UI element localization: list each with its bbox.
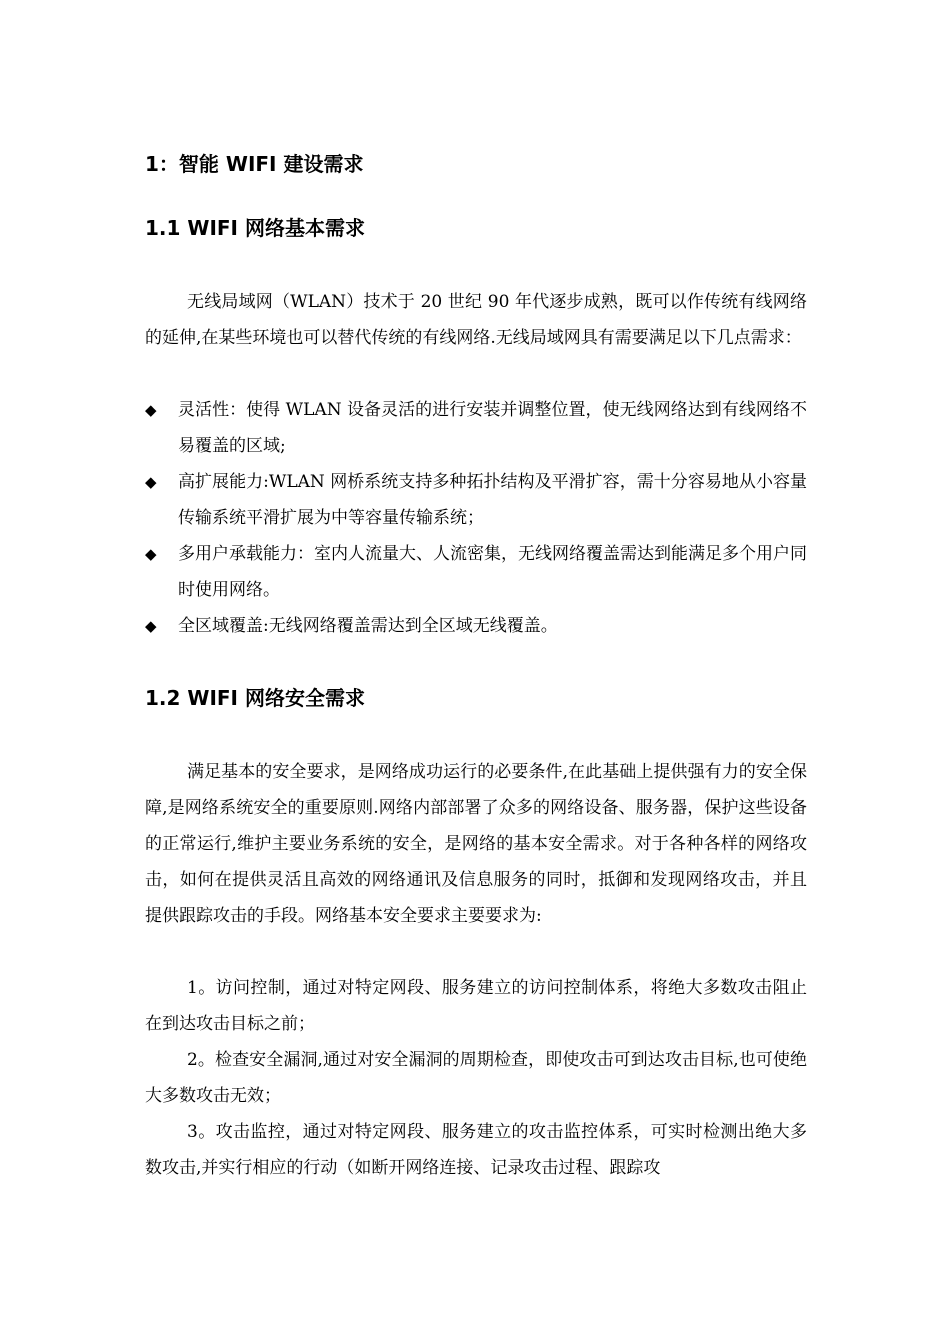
section-heading-basic-needs: 1.1 WIFI 网络基本需求 — [145, 216, 365, 240]
security-requirements-list — [145, 970, 807, 1186]
section-heading-security-needs: 1.2 WIFI 网络安全需求 — [145, 686, 365, 710]
diamond-bullet-icon: ◆ — [145, 617, 157, 635]
main-heading: 1：智能 WIFI 建设需求 — [145, 152, 364, 176]
security-needs-intro: 满足基本的安全要求，是网络成功运行的必要条件,在此基础上提供强有力的安全保障,是网络系统安全的重要原则.网络内部部署了众多的网络设备、服务器，保护这些设备的正常运行,维护主要业务系统的安全，是网络的基本安全需求。对于各种各样的网络攻击，如何在提供灵活且高效的网络通讯及信息服务的同时，抵御和发现网络攻击，并且提供跟踪攻击的手段。网络基本安全要求主要要求为: — [145, 762, 807, 926]
diamond-bullet-icon: ◆ — [145, 545, 157, 563]
diamond-bullet-icon: ◆ — [145, 401, 157, 419]
basic-needs-intro: 无线局域网（WLAN）技术于 20 世纪 90 年代逐步成熟，既可以作传统有线网络的延伸,在某些环境也可以替代传统的有线网络.无线局域网具有需要满足以下几点需求： — [145, 292, 807, 348]
list-item: 1。访问控制，通过对特定网段、服务建立的访问控制体系，将绝大多数攻击阻止在到达攻击目标之前； — [145, 978, 807, 1034]
basic-needs-list — [145, 392, 807, 644]
list-item: ◆ 灵活性：使得 WLAN 设备灵活的进行安装并调整位置，使无线网络达到有线网络不易覆盖的区域; — [145, 392, 807, 464]
list-item: 3。攻击监控，通过对特定网段、服务建立的攻击监控体系，可实时检测出绝大多数攻击,并实行相应的行动（如断开网络连接、记录攻击过程、跟踪攻 — [145, 1122, 807, 1178]
diamond-bullet-icon: ◆ — [145, 473, 157, 491]
list-item: ◆ 全区域覆盖:无线网络覆盖需达到全区域无线覆盖。 — [145, 608, 807, 644]
list-item: ◆ 高扩展能力:WLAN 网桥系统支持多种拓扑结构及平滑扩容，需十分容易地从小容量传输系统平滑扩展为中等容量传输系统； — [145, 464, 807, 536]
list-item: ◆ 多用户承载能力：室内人流量大、人流密集，无线网络覆盖需达到能满足多个用户同时使用网络。 — [145, 536, 807, 608]
list-item: 2。检查安全漏洞,通过对安全漏洞的周期检查，即使攻击可到达攻击目标,也可使绝大多数攻击无效； — [145, 1050, 807, 1106]
